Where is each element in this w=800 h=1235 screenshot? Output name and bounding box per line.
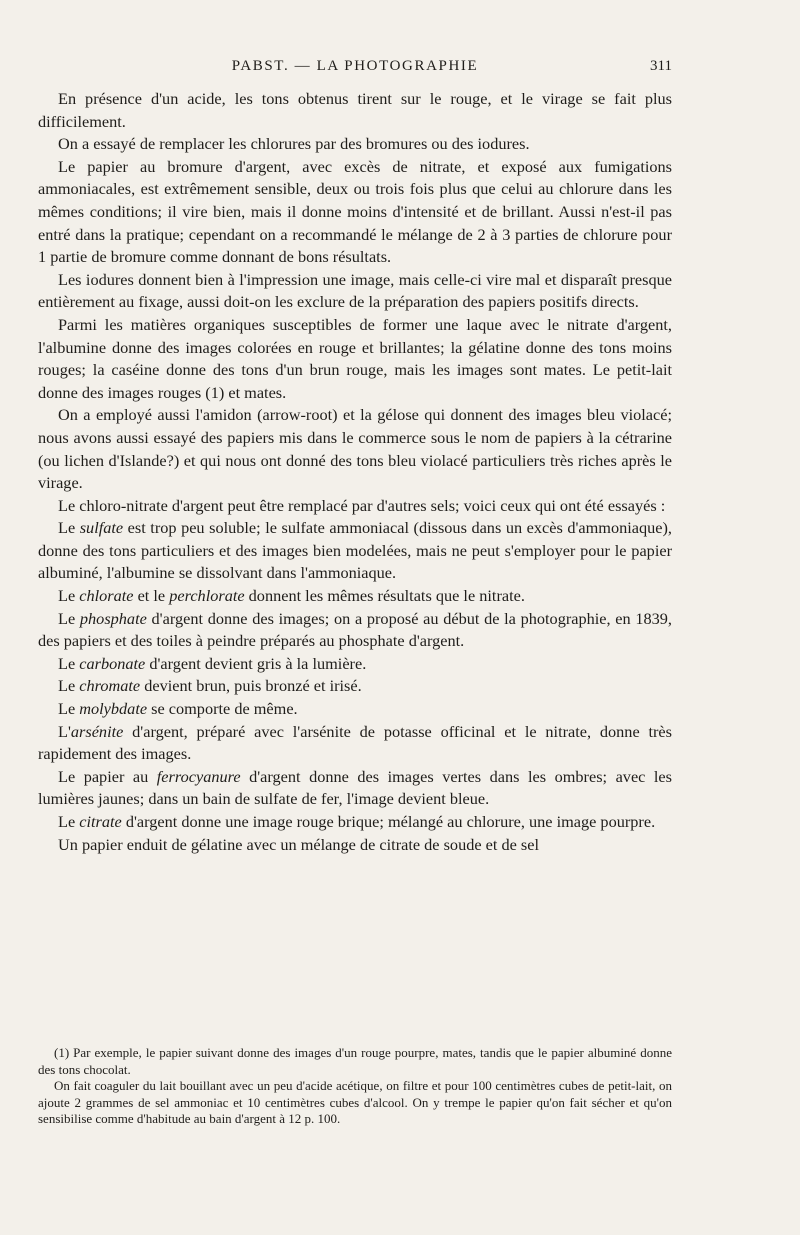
running-title: PABST. — LA PHOTOGRAPHIE — [231, 58, 479, 74]
paragraph — [38, 766, 672, 811]
text-run: devient brun, puis bronzé et irisé. — [140, 676, 362, 696]
italic-term: arsénite — [70, 721, 124, 741]
italic-term: citrate — [79, 812, 122, 831]
paragraph — [38, 517, 672, 585]
text-run: Le papier au bromure d'argent, avec excès de nitrate, et exposé aux fumigations ammoniacales, est extrêmement sensible, deux ou trois fois plus que celui au chlorure dans les mêmes conditions; il vire bien, mais il donne moins d'intensité et de brillant. Aussi n'est-il pas entré dans la pratique; cependant on a recommandé le mélange de 2 à 3 parties de chlorure pour 1 partie de bromure comme donnant de bons résultats. — [38, 156, 672, 267]
paragraph — [38, 608, 672, 653]
text-run: En présence d'un acide, les tons obtenus tirent sur le rouge, et le virage se fait plus difficilement. — [38, 89, 672, 131]
paragraph — [38, 721, 672, 766]
paragraph — [38, 834, 672, 857]
footnote: On fait coaguler du lait bouillant avec un peu d'acide acétique, on filtre et pour 100 centimètres cubes de petit-lait, on ajoute 2 grammes de sel ammoniac et 10 centimètres cubes d'alcool. On y trempe le papier qu'on fait sécher et qu'on sensibilise comme d'habitude au bain d'argent à 12 p. 100. — [38, 1078, 672, 1126]
footnote: (1) Par exemple, le papier suivant donne des images d'un rouge pourpre, mates, tandis que le papier albuminé donne des tons chocolat. — [38, 1045, 672, 1077]
text-run: Le — [58, 608, 80, 628]
text-run: et le — [133, 586, 170, 606]
paragraph — [38, 698, 672, 721]
text-run: se comporte de même. — [147, 699, 298, 719]
italic-term: carbonate — [79, 653, 146, 673]
text-run: On a employé aussi l'amidon (arrow-root) et la gélose qui donnent des images bleu violacé; nous avons aussi essayé des papiers mis dans le commerce sous le nom de papiers à la cétrarine (ou lichen d'Islande?) et qui nous ont donné des tons bleu violacé particuliers très riches après le virage. — [38, 405, 672, 493]
paragraph — [38, 269, 672, 314]
text-run: L' — [58, 721, 71, 741]
italic-term: perchlorate — [169, 586, 245, 606]
paragraph — [38, 653, 672, 676]
text-run: On a essayé de remplacer les chlorures par des bromures ou des iodures. — [58, 134, 530, 154]
italic-term: molybdate — [79, 699, 148, 719]
paragraph — [38, 495, 672, 518]
page-number: 311 — [650, 58, 672, 74]
text-run: Le — [58, 586, 80, 606]
paragraph — [38, 88, 672, 133]
text-run: d'argent donne une image rouge brique; mélangé au chlorure, une image pourpre. — [121, 812, 656, 831]
italic-term: chromate — [79, 676, 141, 696]
text-run: d'argent donne des images vertes dans les ombres; avec les lumières jaunes; dans un bain de sulfate de fer, l'image devient bleue. — [38, 766, 672, 809]
text-run: Un papier enduit de gélatine avec un mélange de citrate de soude et de sel — [58, 834, 539, 854]
text-run: Le — [58, 699, 80, 719]
paragraph — [38, 133, 672, 156]
text-run: Le chloro-nitrate d'argent peut être remplacé par d'autres sels; voici ceux qui ont été essayés : — [58, 495, 666, 515]
text-run: d'argent, préparé avec l'arsénite de potasse officinal et le nitrate, donne très rapidement des images. — [38, 721, 672, 764]
body-text — [38, 88, 672, 856]
footnotes — [38, 1045, 672, 1128]
paragraph — [38, 811, 672, 834]
text-run: est trop peu soluble; le sulfate ammoniacal (dissous dans un excès d'ammoniaque), donne des tons particuliers et des images bien modelées, mais ne peut s'employer pour le papier albuminé, l'albumine se dissolvant dans l'ammoniaque. — [38, 518, 672, 583]
italic-term: ferrocyanure — [156, 766, 241, 786]
text-run: Le — [58, 812, 80, 831]
text-run: d'argent devient gris à la lumière. — [145, 653, 367, 673]
text-run: Le papier au — [58, 766, 157, 786]
text-run: Les iodures donnent bien à l'impression une image, mais celle-ci vire mal et disparaît presque entièrement au fixage, aussi doit-on les exclure de la préparation des papiers positifs directs. — [38, 269, 672, 312]
italic-term: sulfate — [79, 518, 124, 538]
text-run: Le — [58, 676, 80, 696]
paragraph — [38, 675, 672, 698]
italic-term: phosphate — [79, 608, 147, 628]
text-run: Parmi les matières organiques susceptibles de former une laque avec le nitrate d'argent, l'albumine donne des images colorées en rouge et brillantes; la gélatine donne des tons moins rouges; la caséine donne des tons d'un brun rouge, mais les images sont mates. Le petit-lait donne des images rouges (1) et mates. — [38, 314, 672, 402]
text-run: d'argent donne des images; on a proposé au début de la photographie, en 1839, des papiers et des toiles à peindre préparés au phosphate d'argent. — [38, 608, 673, 651]
text-run: Le — [58, 518, 80, 538]
page-header — [38, 58, 672, 80]
text-run: Le — [58, 653, 80, 673]
paragraph — [38, 314, 672, 404]
italic-term: chlorate — [79, 586, 134, 606]
paragraph — [38, 404, 672, 494]
paragraph — [38, 585, 672, 608]
text-run: donnent les mêmes résultats que le nitrate. — [244, 586, 525, 606]
paragraph — [38, 156, 672, 269]
